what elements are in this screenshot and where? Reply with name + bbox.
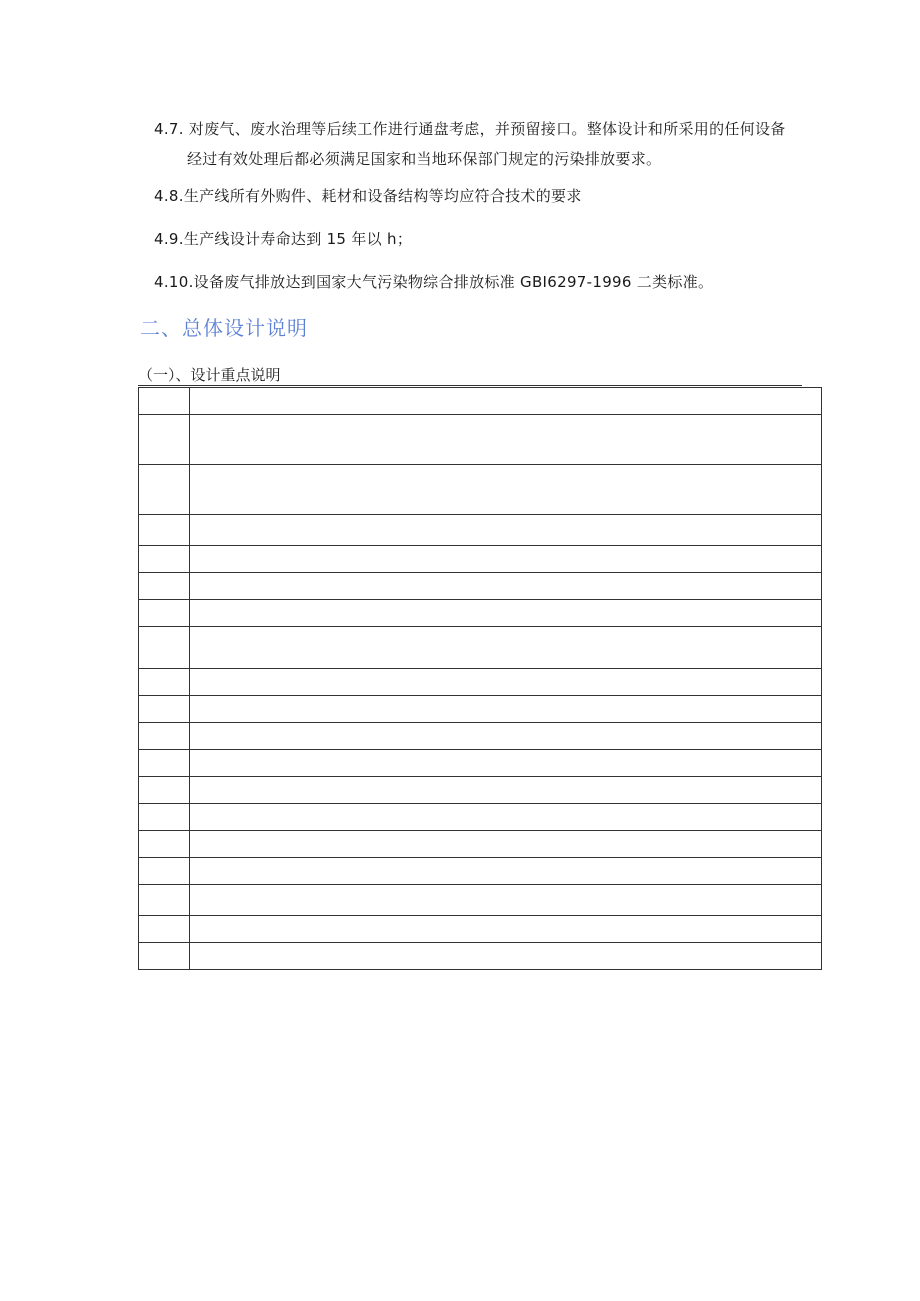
table-row — [139, 546, 822, 573]
table-cell-number — [139, 415, 190, 465]
table-row — [139, 750, 822, 777]
table-cell-number — [139, 388, 190, 415]
table-cell-content — [190, 696, 822, 723]
table-row — [139, 723, 822, 750]
table-cell-number — [139, 669, 190, 696]
table-cell-number — [139, 916, 190, 943]
section-title: 二、总体设计说明 — [140, 316, 308, 340]
table-cell-number — [139, 465, 190, 515]
table-row — [139, 388, 822, 415]
table-cell-number — [139, 885, 190, 916]
table-cell-content — [190, 916, 822, 943]
table-row — [139, 415, 822, 465]
table-cell-number — [139, 943, 190, 970]
paragraph-4-8: 4.8.生产线所有外购件、耗材和设备结构等均应符合技术的要求 — [154, 187, 582, 205]
table-row — [139, 858, 822, 885]
table-row — [139, 627, 822, 669]
table-cell-content — [190, 465, 822, 515]
design-points-table — [138, 387, 822, 970]
table-cell-number — [139, 831, 190, 858]
paragraph-4-7-line-2: 经过有效处理后都必须满足国家和当地环保部门规定的污染排放要求。 — [187, 150, 662, 168]
table-row — [139, 515, 822, 546]
table-cell-content — [190, 627, 822, 669]
paragraph-4-10: 4.10.设备废气排放达到国家大气污染物综合排放标准 GBI6297-1996 二类标准。 — [154, 273, 714, 291]
table-cell-number — [139, 627, 190, 669]
paragraph-4-7 — [154, 114, 786, 174]
table-row — [139, 943, 822, 970]
table-cell-number — [139, 804, 190, 831]
table-row — [139, 804, 822, 831]
table-cell-content — [190, 669, 822, 696]
table-cell-number — [139, 600, 190, 627]
table-cell-number — [139, 546, 190, 573]
table-cell-content — [190, 750, 822, 777]
table-row — [139, 885, 822, 916]
table-cell-number — [139, 696, 190, 723]
table-cell-content — [190, 546, 822, 573]
table-row — [139, 573, 822, 600]
table-cell-content — [190, 573, 822, 600]
table-row — [139, 600, 822, 627]
table-cell-content — [190, 777, 822, 804]
table-row — [139, 916, 822, 943]
table-cell-content — [190, 858, 822, 885]
table-cell-content — [190, 415, 822, 465]
table-row — [139, 465, 822, 515]
table-cell-number — [139, 723, 190, 750]
table-cell-content — [190, 723, 822, 750]
table-cell-content — [190, 943, 822, 970]
table-row — [139, 669, 822, 696]
table-row — [139, 696, 822, 723]
section-subtitle: （一）、设计重点说明 — [138, 365, 802, 386]
table-row — [139, 831, 822, 858]
table-cell-content — [190, 515, 822, 546]
table-cell-number — [139, 573, 190, 600]
table-row — [139, 777, 822, 804]
table-cell-content — [190, 600, 822, 627]
paragraph-4-7-line-1: 4.7. 对废气、废水治理等后续工作进行通盘考虑，并预留接口。整体设计和所采用的任何设备 — [154, 120, 786, 138]
paragraph-4-9: 4.9.生产线设计寿命达到 15 年以 h； — [154, 230, 413, 248]
table-cell-content — [190, 831, 822, 858]
table-cell-number — [139, 750, 190, 777]
table-cell-content — [190, 804, 822, 831]
table-cell-number — [139, 777, 190, 804]
table-cell-number — [139, 858, 190, 885]
table-cell-content — [190, 388, 822, 415]
table-cell-content — [190, 885, 822, 916]
table-cell-number — [139, 515, 190, 546]
